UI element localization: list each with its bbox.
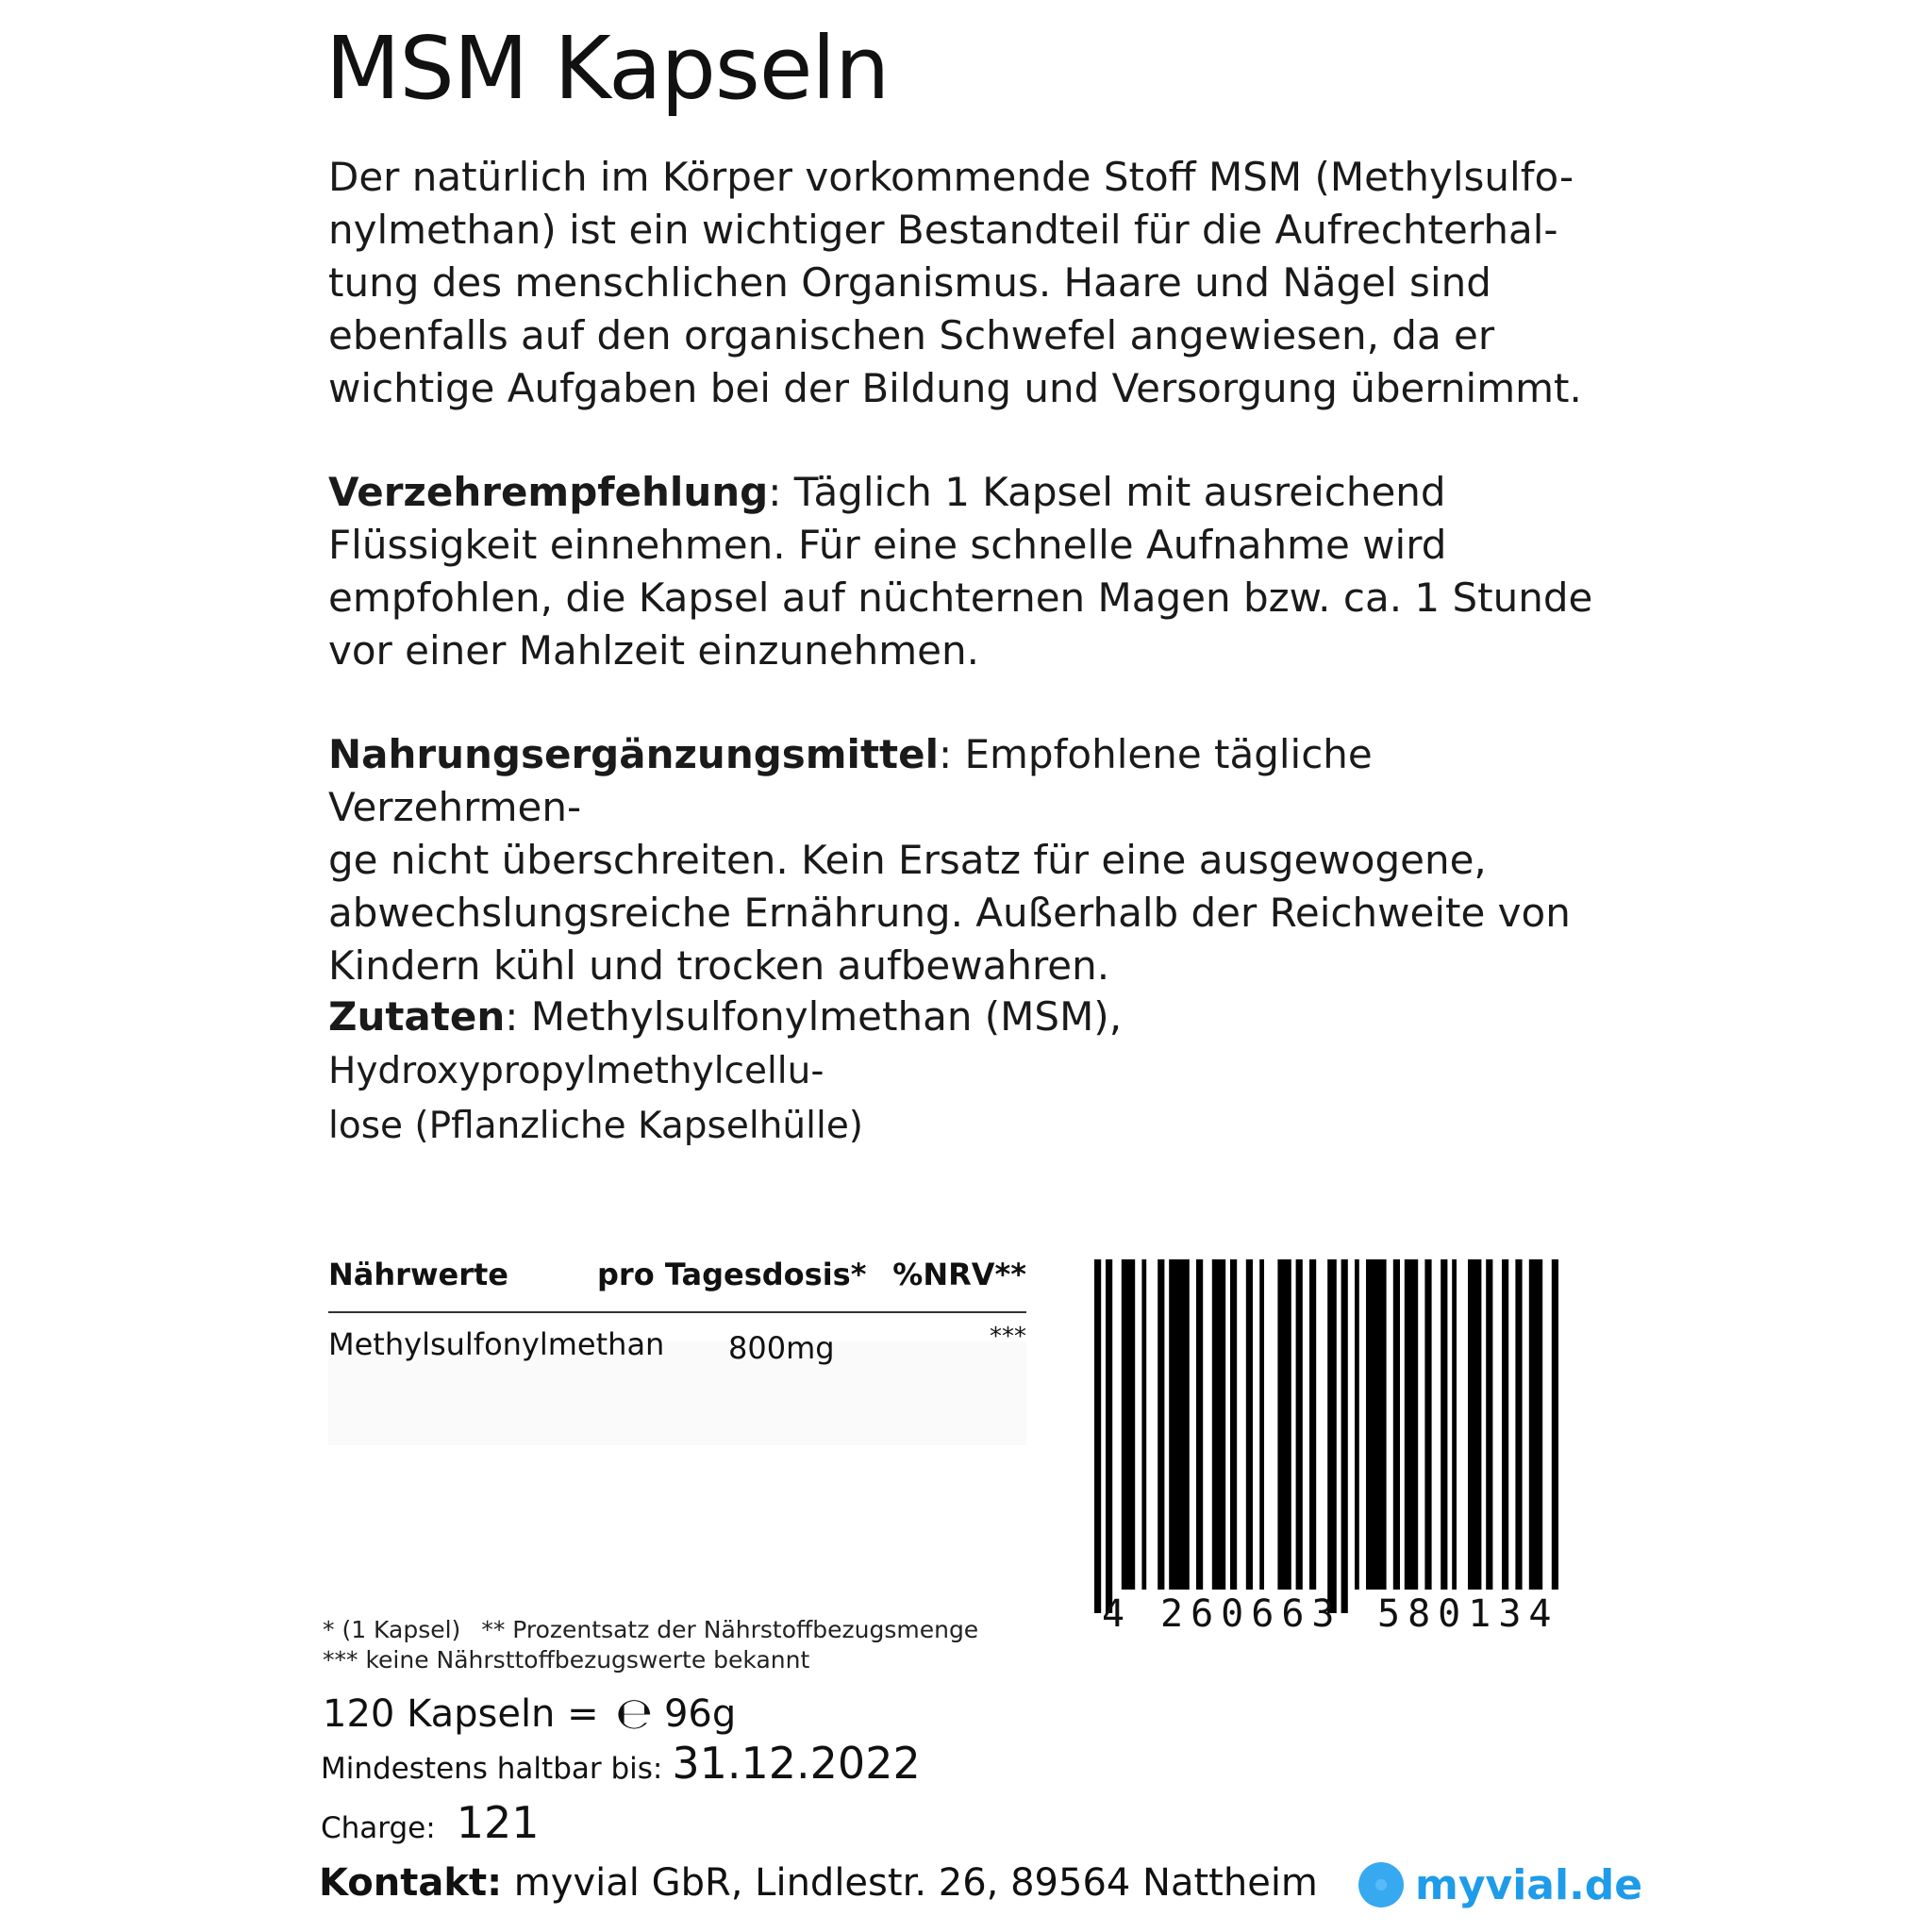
best-before [321,1739,921,1793]
barcode-bar [1230,1259,1237,1590]
contact-info [319,1857,1318,1909]
consumption-label: Verzehrempfehlung [328,469,769,515]
barcode-bar [1515,1259,1522,1590]
batch [321,1798,540,1853]
nutrient-name: Methylsulfonylmethan [328,1326,665,1362]
footnote-3: *** keine Nährsttoffbezugswerte bekannt [323,1646,810,1674]
barcode-bar [1341,1259,1348,1613]
barcode-bar [1169,1259,1190,1590]
barcode-bars [1094,1259,1604,1613]
barcode-bar [1355,1259,1359,1590]
barcode-bar [1309,1259,1316,1590]
capsule-count: 120 Kapseln = [323,1692,599,1736]
barcode-bar [1106,1259,1112,1613]
footnote-2: ** Prozentsatz der Nährstoffbezugsmenge [481,1616,979,1643]
batch-label: Charge: [321,1811,436,1845]
barcode-bar [1552,1259,1558,1590]
table-row [328,1313,1026,1445]
barcode-bar [1424,1259,1431,1590]
barcode-digits-left: 260663 [1160,1592,1342,1636]
barcode-digit-first: 4 [1102,1592,1125,1636]
ingredients-label: Zutaten [328,993,506,1040]
best-before-date: 31.12.2022 [672,1738,921,1789]
ingredients [328,991,1611,1153]
barcode-bar [1366,1259,1387,1590]
net-weight: 96g [663,1692,737,1736]
intro-paragraph: Der natürlich im Körper vorkommende Stoff MSM (Methylsulfo- nylmethan) ist ein wichtiger Bestandteil für die Aufrechterhal- tung des menschlichen Organismus. Haare und Nägel sind ebenfalls auf den organischen Schwefel angewiesen, da er wichtige Aufgaben bei der Bildung und Versorgung übernimmt. [328,154,1582,411]
supplement-notice [328,728,1611,992]
consumption-recommendation [328,466,1611,677]
nutrient-nrv: *** [990,1323,1026,1351]
barcode-bar [1122,1259,1135,1590]
contact-label: Kontakt: [319,1861,503,1905]
supplement-text: : Empfohlene tägliche Verzehrmen- ge nicht überschreiten. Kein Ersatz für eine ausgewogene, abwechslungsreiche Ernährung. Außerhalb der Reichweite von Kindern kühl und trocken aufbewahren. [328,731,1571,989]
best-before-label: Mindestens haltbar bis: [321,1752,663,1786]
nutrition-table [328,1245,1026,1445]
barcode-bar [1452,1259,1457,1590]
header-naehrwerte: Nährwerte [328,1257,508,1292]
nutrition-table-header [328,1245,1026,1313]
package-quantity [323,1689,736,1737]
barcode-bar [1158,1259,1164,1590]
brand-logo [1358,1858,1642,1911]
barcode-bar [1327,1259,1337,1613]
supplement-label: Nahrungsergänzungsmittel [328,731,939,777]
batch-number: 121 [456,1797,540,1848]
barcode-bar [1246,1259,1253,1590]
barcode-bar [1393,1259,1400,1590]
barcode-digits-right: 580134 [1377,1592,1559,1636]
nutrient-amount: 800mg [728,1330,835,1366]
barcode-bar [1468,1259,1481,1590]
barcode-bar [1529,1259,1542,1590]
barcode-bar [1486,1259,1492,1590]
barcode-bar [1296,1259,1303,1590]
ingredients-text-2: Hydroxypropylmethylcellu- [328,1050,824,1092]
consumption-text: : Täglich 1 Kapsel mit ausreichend Flüssigkeit einnehmen. Für eine schnelle Aufnahme wird empfohlen, die Kapsel auf nüchternen Magen bzw. ca. 1 Stunde vor einer Mahlzeit einzunehmen. [328,469,1593,674]
barcode-bar [1141,1259,1146,1590]
barcode-bar [1405,1259,1418,1590]
barcode-bar [1441,1259,1447,1590]
estimated-sign-icon: ℮ [615,1688,653,1739]
barcode-bar [1196,1259,1203,1590]
barcode-bar [1259,1259,1264,1590]
barcode-bar [1212,1259,1225,1590]
barcode-bar [1502,1259,1508,1590]
ean-barcode [1094,1259,1604,1613]
product-title: MSM Kapseln [325,18,890,119]
ingredients-text-3: lose (Pflanzliche Kapselhülle) [328,1105,864,1147]
barcode-bar [1094,1259,1101,1613]
contact-address: myvial GbR, Lindlestr. 26, 89564 Nattheim [502,1861,1318,1905]
header-pro-tagesdosis: pro Tagesdosis* [597,1257,867,1292]
barcode-bar [1277,1259,1291,1590]
header-nrv: %NRV** [892,1257,1026,1292]
brand-dot-icon [1358,1862,1404,1907]
footnotes [323,1615,978,1675]
brand-name: myvial.de [1415,1860,1643,1909]
ingredients-text-1: : Methylsulfonylmethan (MSM), [505,993,1123,1040]
footnote-1: * (1 Kapsel) [323,1616,461,1643]
